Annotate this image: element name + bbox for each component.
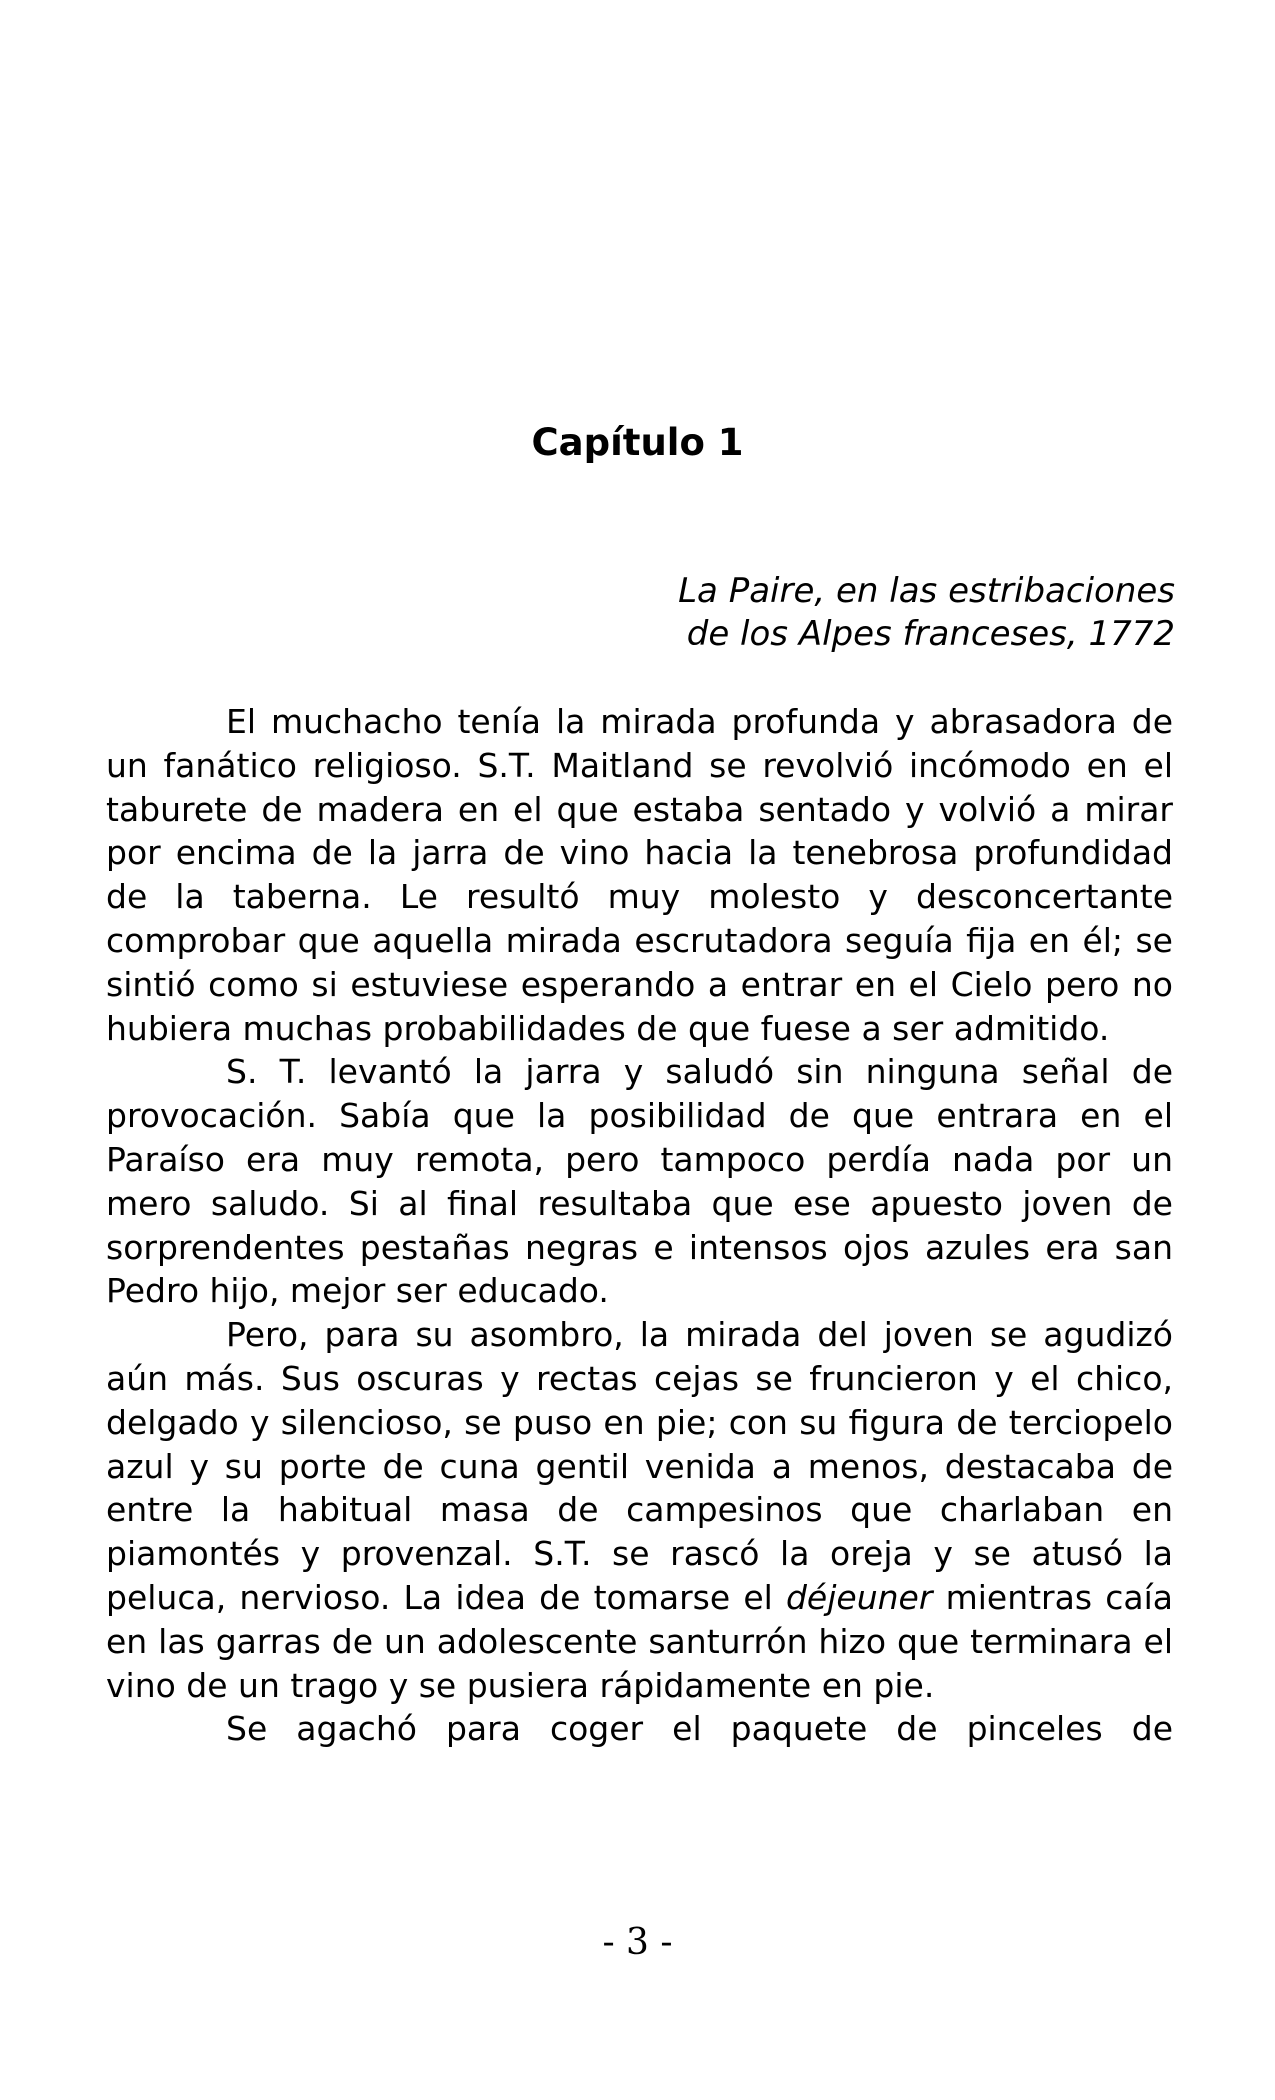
- epigraph-line-1: La Paire, en las estribaciones: [678, 571, 1175, 611]
- paragraph-1: El muchacho tenía la mirada profunda y abrasadora de un fanático religioso. S.T. Maitland se revolvió incómodo en el taburete de madera en el que estaba sentado y volvió a mirar por encima de la jarra de vino hacia la tenebrosa profundidad de la taberna. Le resultó muy molesto y desconcertante comprobar que aquella mirada escrutadora seguía fija en él; se sintió como si estuviese esperando a entrar en el Cielo pero no hubiera muchas probabilidades de que fuese a ser admitido.: [106, 702, 1173, 1048]
- paragraph-3-text-b: mientras caía en las garras de un adolescente santurrón hizo que terminara el vino de un trago y se pusiera rápidamente en pie.: [106, 1577, 1173, 1705]
- paragraph-4: Se agachó para coger el paquete de pinceles de: [226, 1709, 1173, 1749]
- epigraph-line-2: de los Alpes franceses, 1772: [686, 614, 1175, 654]
- paragraph-3: [106, 1313, 1173, 1707]
- paragraph-2: S. T. levantó la jarra y saludó sin ninguna señal de provocación. Sabía que la posibilidad de que entrara en el Paraíso era muy remota, pero tampoco perdía nada por un mero saludo. Si al final resultaba que ese apuesto joven de sorprendentes pestañas negras e intensos ojos azules era san Pedro hijo, mejor ser educado.: [106, 1052, 1173, 1311]
- chapter-body: [106, 700, 1173, 1751]
- italic-word: déjeuner: [785, 1577, 933, 1617]
- epigraph: [678, 570, 1175, 656]
- paragraph-3-text-a: Pero, para su asombro, la mirada del joven se agudizó aún más. Sus oscuras y rectas cejas se fruncieron y el chico, delgado y silencioso, se puso en pie; con su figura de terciopelo azul y su porte de cuna gentil venida a menos, destacaba de entre la habitual masa de campesinos que charlaban en piamontés y provenzal. S.T. se rascó la oreja y se atusó la peluca, nervioso. La idea de tomarse el: [106, 1315, 1173, 1617]
- page-number: - 3 -: [602, 1922, 673, 1963]
- chapter-title: Capítulo 1: [531, 421, 744, 464]
